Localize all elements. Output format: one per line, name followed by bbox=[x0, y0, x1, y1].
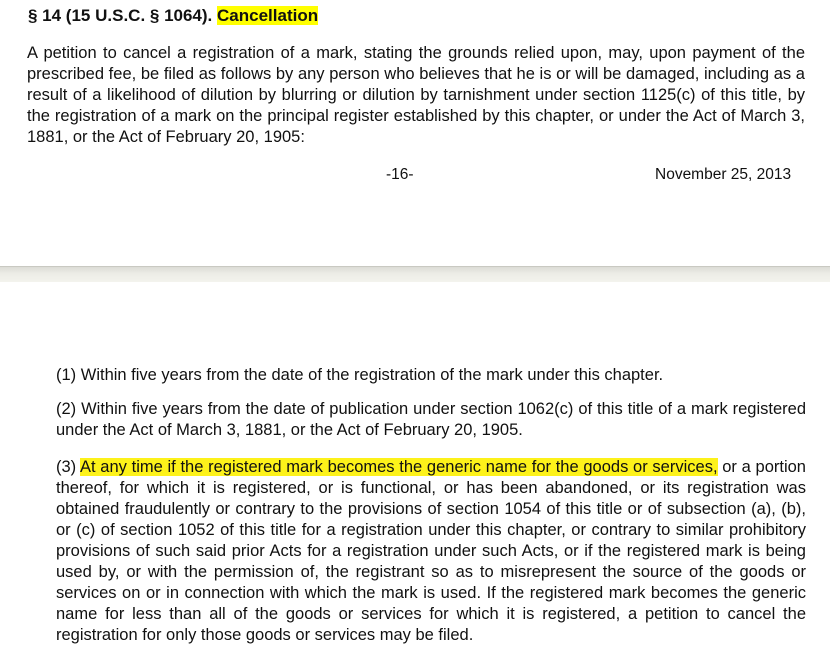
document-page-16 bbox=[0, 0, 830, 266]
section-title-highlighted: Cancellation bbox=[217, 6, 319, 25]
list-item-2: (2) Within five years from the date of publication under section 1062(c) of this title of a mark registered under the Act of March 3, 1881, or the Act of February 20, 1905. bbox=[56, 400, 806, 439]
page-date: November 25, 2013 bbox=[655, 166, 792, 183]
section-label: § 14 (15 U.S.C. § 1064). bbox=[28, 6, 213, 25]
section-heading bbox=[28, 6, 318, 26]
page-number: -16- bbox=[386, 166, 414, 183]
list-item-3 bbox=[56, 457, 806, 646]
page-separator bbox=[0, 266, 830, 283]
list-item-3-prefix: (3) bbox=[56, 458, 80, 476]
document-page-17 bbox=[0, 282, 830, 644]
list-item-1: (1) Within five years from the date of the registration of the mark under this chapter. bbox=[56, 366, 664, 384]
list-item-3-rest: or a portion thereof, for which it is registered, or is functional, or has been abandoned, or its registration was obtained fraudulently or contrary to the provisions of section 1054 of this title or of subsection (a), (b), or (c) of section 1052 of this title for a registration under this chapter, or contrary to similar prohibitory provisions of such said prior Acts for a registration under such Acts, or if the registered mark is being used by, or with the permission of, the registrant so as to misrepresent the source of the goods or services on or in connection with which the mark is used. If the registered mark becomes the generic name for less than all of the goods or services for which it is registered, a petition to cancel the registration for only those goods or services may be filed. bbox=[56, 458, 806, 644]
list-item-3-highlight: At any time if the registered mark becomes the generic name for the goods or services, bbox=[79, 458, 718, 476]
intro-paragraph: A petition to cancel a registration of a mark, stating the grounds relied upon, may, upon payment of the prescribed fee, be filed as follows by any person who believes that he is or will be damaged, including as a result of a likelihood of dilution by blurring or dilution by tarnishment under section 1125(c) of this title, by the registration of a mark on the principal register established by this chapter, or under the Act of March 3, 1881, or the Act of February 20, 1905: bbox=[27, 44, 805, 146]
